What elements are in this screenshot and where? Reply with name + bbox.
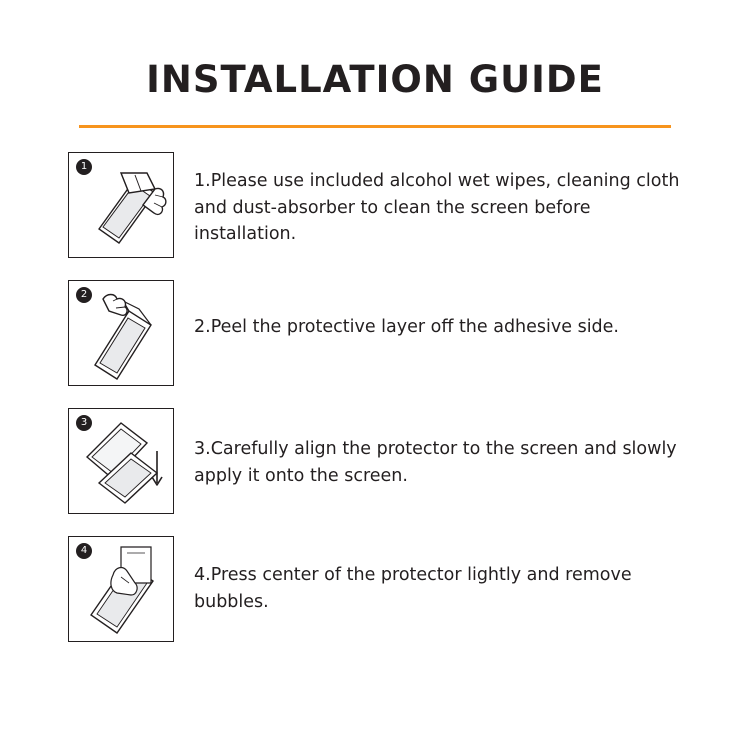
steps-list: [0, 152, 750, 642]
step-3-text: 3.Carefully align the protector to the screen and slowly apply it onto the screen.: [194, 439, 677, 486]
step-3-illustration: [68, 408, 174, 514]
step-item: [68, 280, 690, 386]
step-item: [68, 536, 690, 642]
step-item: [68, 152, 690, 258]
step-4-text: 4.Press center of the protector lightly and remove bubbles.: [194, 565, 632, 612]
step-2-text: 2.Peel the protective layer off the adhesive side.: [194, 317, 619, 337]
step-1-badge: 1: [76, 159, 92, 175]
step-3-badge: 3: [76, 415, 92, 431]
step-2-badge: 2: [76, 287, 92, 303]
step-1-text: 1.Please use included alcohol wet wipes, cleaning cloth and dust-absorber to clean the screen before installation.: [194, 171, 680, 245]
step-item: [68, 408, 690, 514]
step-4-badge: 4: [76, 543, 92, 559]
title-divider: [79, 125, 671, 128]
step-4-illustration: [68, 536, 174, 642]
page-title: INSTALLATION GUIDE: [146, 58, 604, 101]
step-2-illustration: [68, 280, 174, 386]
step-1-illustration: [68, 152, 174, 258]
